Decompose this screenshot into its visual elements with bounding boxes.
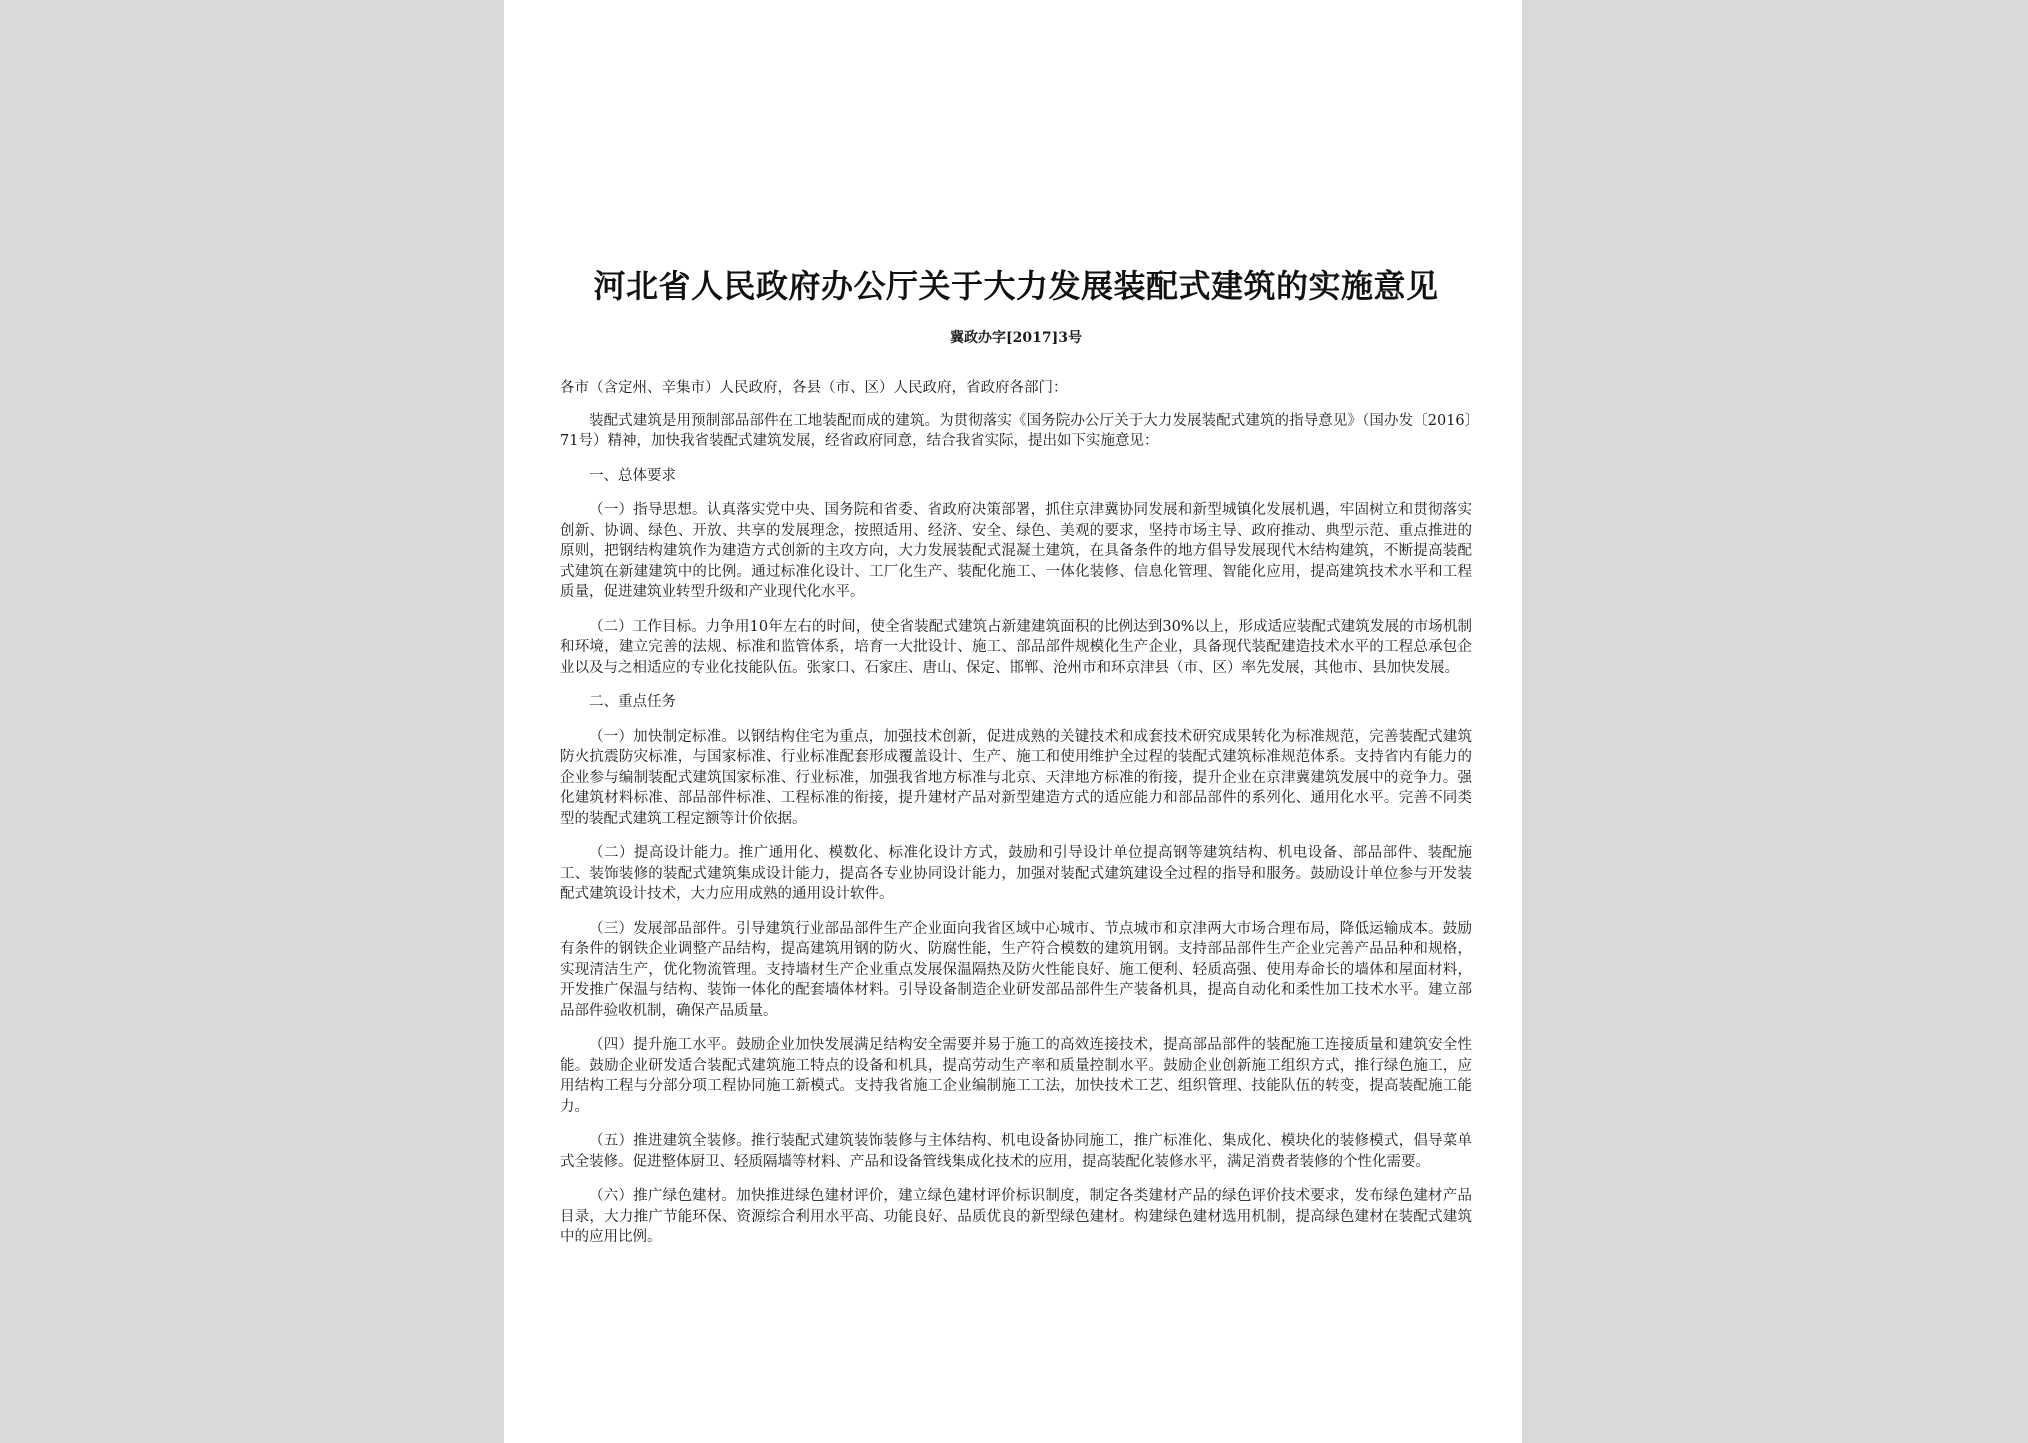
document-page (504, 0, 1522, 1443)
paragraph-green-materials: （六）推广绿色建材。加快推进绿色建材评价，建立绿色建材评价标识制度，制定各类建材产品的绿色评价技术要求，发布绿色建材产品目录，大力推广节能环保、资源综合利用水平高、功能良好、品质优良的新型绿色建材。构建绿色建材选用机制，提高绿色建材在装配式建筑中的应用比例。 (560, 1188, 1472, 1245)
intro-paragraph: 装配式建筑是用预制部品部件在工地装配而成的建筑。为贯彻落实《国务院办公厅关于大力发展装配式建筑的指导意见》（国办发〔2016〕71号）精神，加快我省装配式建筑发展，经省政府同意，结合我省实际，提出如下实施意见： (560, 412, 1472, 449)
salutation: 各市（含定州、辛集市）人民政府，各县（市、区）人民政府，省政府各部门： (560, 380, 1068, 396)
paragraph-decoration: （五）推进建筑全装修。推行装配式建筑装饰装修与主体结构、机电设备协同施工，推广标准化、集成化、模块化的装修模式，倡导菜单式全装修。促进整体厨卫、轻质隔墙等材料、产品和设备管线集成化技术的应用，提高装配化装修水平，满足消费者装修的个性化需要。 (560, 1133, 1472, 1170)
paragraph-construction: （四）提升施工水平。鼓励企业加快发展满足结构安全需要并易于施工的高效连接技术，提高部品部件的装配施工连接质量和建筑安全性能。鼓励企业研发适合装配式建筑施工特点的设备和机具，提高劳动生产率和质量控制水平。鼓励企业创新施工组织方式，推行绿色施工，应用结构工程与分部分项工程协同施工新模式。支持我省施工企业编制施工工法，加快技术工艺、组织管理、技能队伍的转变，提高装配施工能力。 (560, 1037, 1472, 1115)
paragraph-guiding-ideology: （一）指导思想。认真落实党中央、国务院和省委、省政府决策部署，抓住京津冀协同发展和新型城镇化发展机遇，牢固树立和贯彻落实创新、协调、绿色、开放、共享的发展理念，按照适用、经济、安全、绿色、美观的要求，坚持市场主导、政府推动、典型示范、重点推进的原则，把钢结构建筑作为建造方式创新的主攻方向，大力发展装配式混凝土建筑，在具备条件的地方倡导发展现代木结构建筑，不断提高装配式建筑在新建建筑中的比例。通过标准化设计、工厂化生产、装配化施工、一体化装修、信息化管理、智能化应用，提高建筑技术水平和工程质量，促进建筑业转型升级和产业现代化水平。 (560, 502, 1472, 600)
paragraph-standards: （一）加快制定标准。以钢结构住宅为重点，加强技术创新，促进成熟的关键技术和成套技术研究成果转化为标准规范，完善装配式建筑防火抗震防灾标准，与国家标准、行业标准配套形成覆盖设计、生产、施工和使用维护全过程的装配式建筑标准规范体系。支持省内有能力的企业参与编制装配式建筑国家标准、行业标准，加强我省地方标准与北京、天津地方标准的衔接，提升企业在京津冀建筑发展中的竞争力。强化建筑材料标准、部品部件标准、工程标准的衔接，提升建材产品对新型建造方式的适应能力和部品部件的系列化、通用化水平。完善不同类型的装配式建筑工程定额等计价依据。 (560, 728, 1472, 827)
section-heading-general-requirements: 一、总体要求 (589, 467, 676, 484)
paragraph-work-goals: （二）工作目标。力争用10年左右的时间，使全省装配式建筑占新建建筑面积的比例达到30%以上，形成适应装配式建筑发展的市场机制和环境，建立完善的法规、标准和监管体系，培育一大批设计、施工、部品部件规模化生产企业，具备现代装配建造技术水平的工程总承包企业以及与之相适应的专业化技能队伍。张家口、石家庄、唐山、保定、邯郸、沧州市和环京津县（市、区）率先发展，其他市、县加快发展。 (560, 618, 1472, 676)
document-number: 冀政办字[2017]3号 (950, 330, 1082, 346)
paragraph-design: （二）提高设计能力。推广通用化、模数化、标准化设计方式，鼓励和引导设计单位提高钢等建筑结构、机电设备、部品部件、装配施工、装饰装修的装配式建筑集成设计能力，提高各专业协同设计能力，加强对装配式建筑建设全过程的指导和服务。鼓励设计单位参与开发装配式建筑设计技术，大力应用成熟的通用设计软件。 (560, 845, 1472, 902)
document-content (560, 264, 1472, 1248)
paragraph-components: （三）发展部品部件。引导建筑行业部品部件生产企业面向我省区域中心城市、节点城市和京津两大市场合理布局，降低运输成本。鼓励有条件的钢铁企业调整产品结构，提高建筑用钢的防火、防腐性能，生产符合模数的建筑用钢。支持部品部件生产企业完善产品品种和规格，实现清洁生产，优化物流管理。支持墙材生产企业重点发展保温隔热及防火性能良好、施工便利、轻质高强、使用寿命长的墙体和屋面材料，开发推广保温与结构、装饰一体化的配套墙体材料。引导设备制造企业研发部品部件生产装备机具，提高自动化和柔性加工技术水平。建立部品部件验收机制，确保产品质量。 (560, 920, 1472, 1019)
section-heading-key-tasks: 二、重点任务 (589, 694, 676, 710)
document-title: 河北省人民政府办公厅关于大力发展装配式建筑的实施意见 (593, 267, 1439, 305)
